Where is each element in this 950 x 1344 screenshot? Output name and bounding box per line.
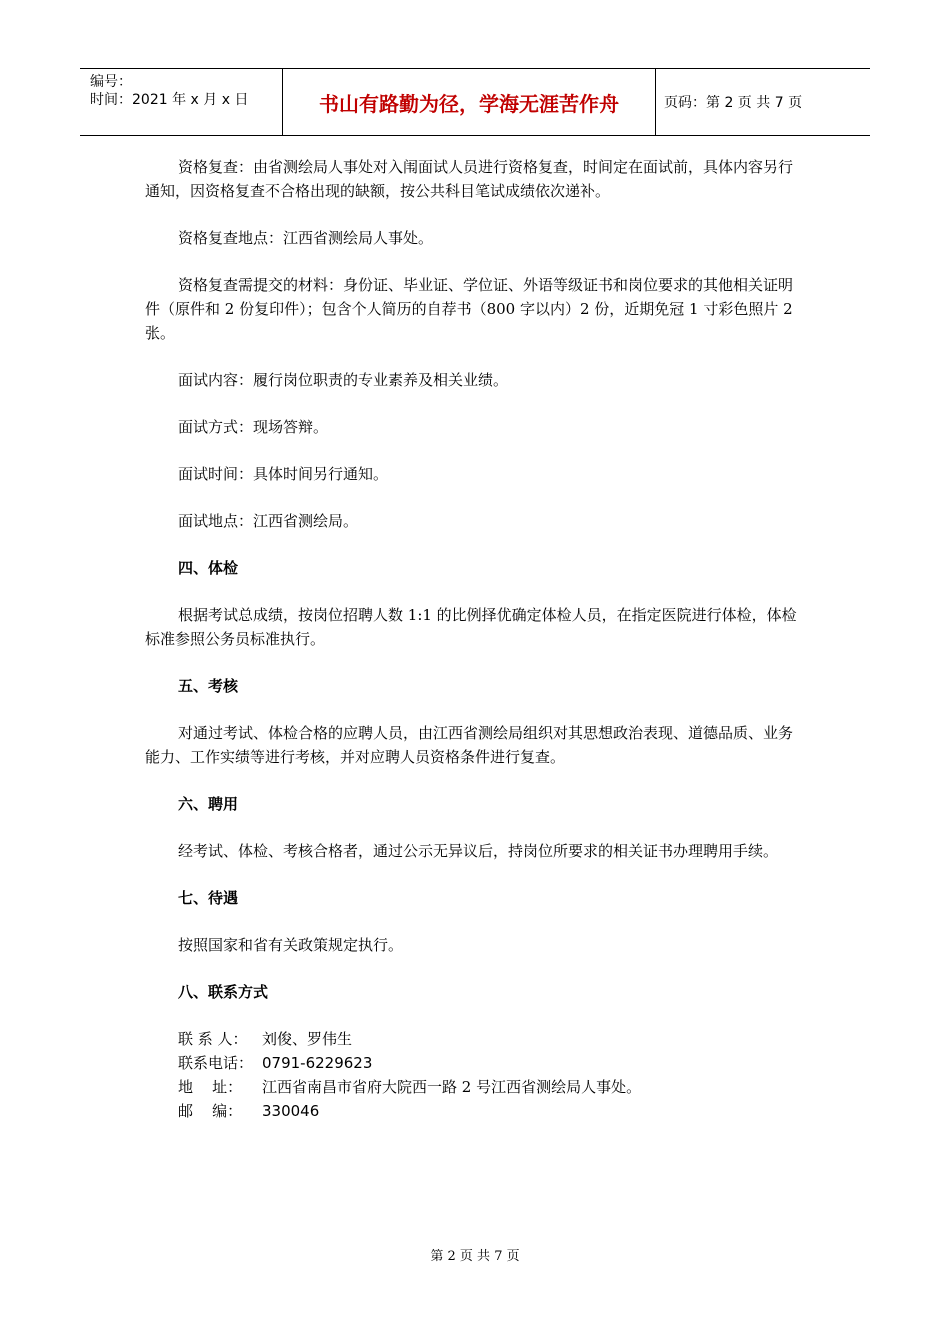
paragraph-qualification-review: 资格复查：由省测绘局人事处对入闱面试人员进行资格复查，时间定在面试前，具体内容另行通知，因资格复查不合格出现的缺额，按公共科目笔试成绩依次递补。 <box>145 158 794 200</box>
contact-phone-label: 联系电话： <box>178 1054 254 1072</box>
paragraph-interview-content: 面试内容：履行岗位职责的专业素养及相关业绩。 <box>178 371 509 389</box>
paragraph-assessment: 对通过考试、体检合格的应聘人员，由江西省测绘局组织对其思想政治表现、道德品质、业务能力、工作实绩等进行考核，并对应聘人员资格条件进行复查。 <box>145 724 794 766</box>
contact-person-label: 联 系 人： <box>178 1030 248 1048</box>
header-motto: 书山有路勤为径，学海无涯苦作舟 <box>282 69 656 135</box>
paragraph-interview-location: 面试地点：江西省测绘局。 <box>178 512 359 530</box>
heading-employment: 六、聘用 <box>178 795 239 813</box>
paragraph-physical-exam: 根据考试总成绩，按岗位招聘人数 1:1 的比例择优确定体检人员，在指定医院进行体检，体检标准参照公务员标准执行。 <box>145 606 797 648</box>
header-time: 时间：2021 年 x 月 x 日 <box>90 92 249 108</box>
contact-phone-row <box>178 1051 805 1075</box>
paragraph-interview-method: 面试方式：现场答辩。 <box>178 418 329 436</box>
heading-benefits: 七、待遇 <box>178 889 239 907</box>
page-footer: 第 2 页 共 7 页 <box>430 1249 520 1264</box>
heading-physical-exam: 四、体检 <box>178 559 239 577</box>
contact-zip-row <box>178 1099 805 1123</box>
heading-assessment: 五、考核 <box>178 677 239 695</box>
contact-block <box>145 1027 805 1123</box>
paragraph-review-location: 资格复查地点：江西省测绘局人事处。 <box>178 229 434 247</box>
paragraph-employment: 经考试、体检、考核合格者，通过公示无异议后，持岗位所要求的相关证书办理聘用手续。 <box>178 842 779 860</box>
page-header <box>80 68 870 136</box>
heading-contact: 八、联系方式 <box>178 983 269 1001</box>
paragraph-review-materials: 资格复查需提交的材料：身份证、毕业证、学位证、外语等级证书和岗位要求的其他相关证明件（原件和 2 份复印件）；包含个人简历的自荐书（800 字以内）2 份，近期免冠 1 寸彩色照片 2 张。 <box>145 276 794 342</box>
paragraph-benefits: 按照国家和省有关政策规定执行。 <box>178 936 404 954</box>
header-number: 编号： <box>90 74 132 90</box>
header-page-info: 页码：第 2 页 共 7 页 <box>664 95 803 111</box>
contact-person-value: 刘俊、罗伟生 <box>262 1030 353 1048</box>
contact-address-label: 地 址： <box>178 1078 243 1096</box>
contact-phone-value: 0791-6229623 <box>262 1054 373 1072</box>
contact-person-row <box>178 1027 805 1051</box>
contact-zip-label: 邮 编： <box>178 1102 243 1120</box>
contact-address-value: 江西省南昌市省府大院西一路 2 号江西省测绘局人事处。 <box>262 1078 642 1096</box>
paragraph-interview-time: 面试时间：具体时间另行通知。 <box>178 465 389 483</box>
document-body <box>145 155 805 1123</box>
contact-address-row <box>178 1075 805 1099</box>
contact-zip-value: 330046 <box>262 1102 320 1120</box>
header-meta <box>80 69 282 135</box>
